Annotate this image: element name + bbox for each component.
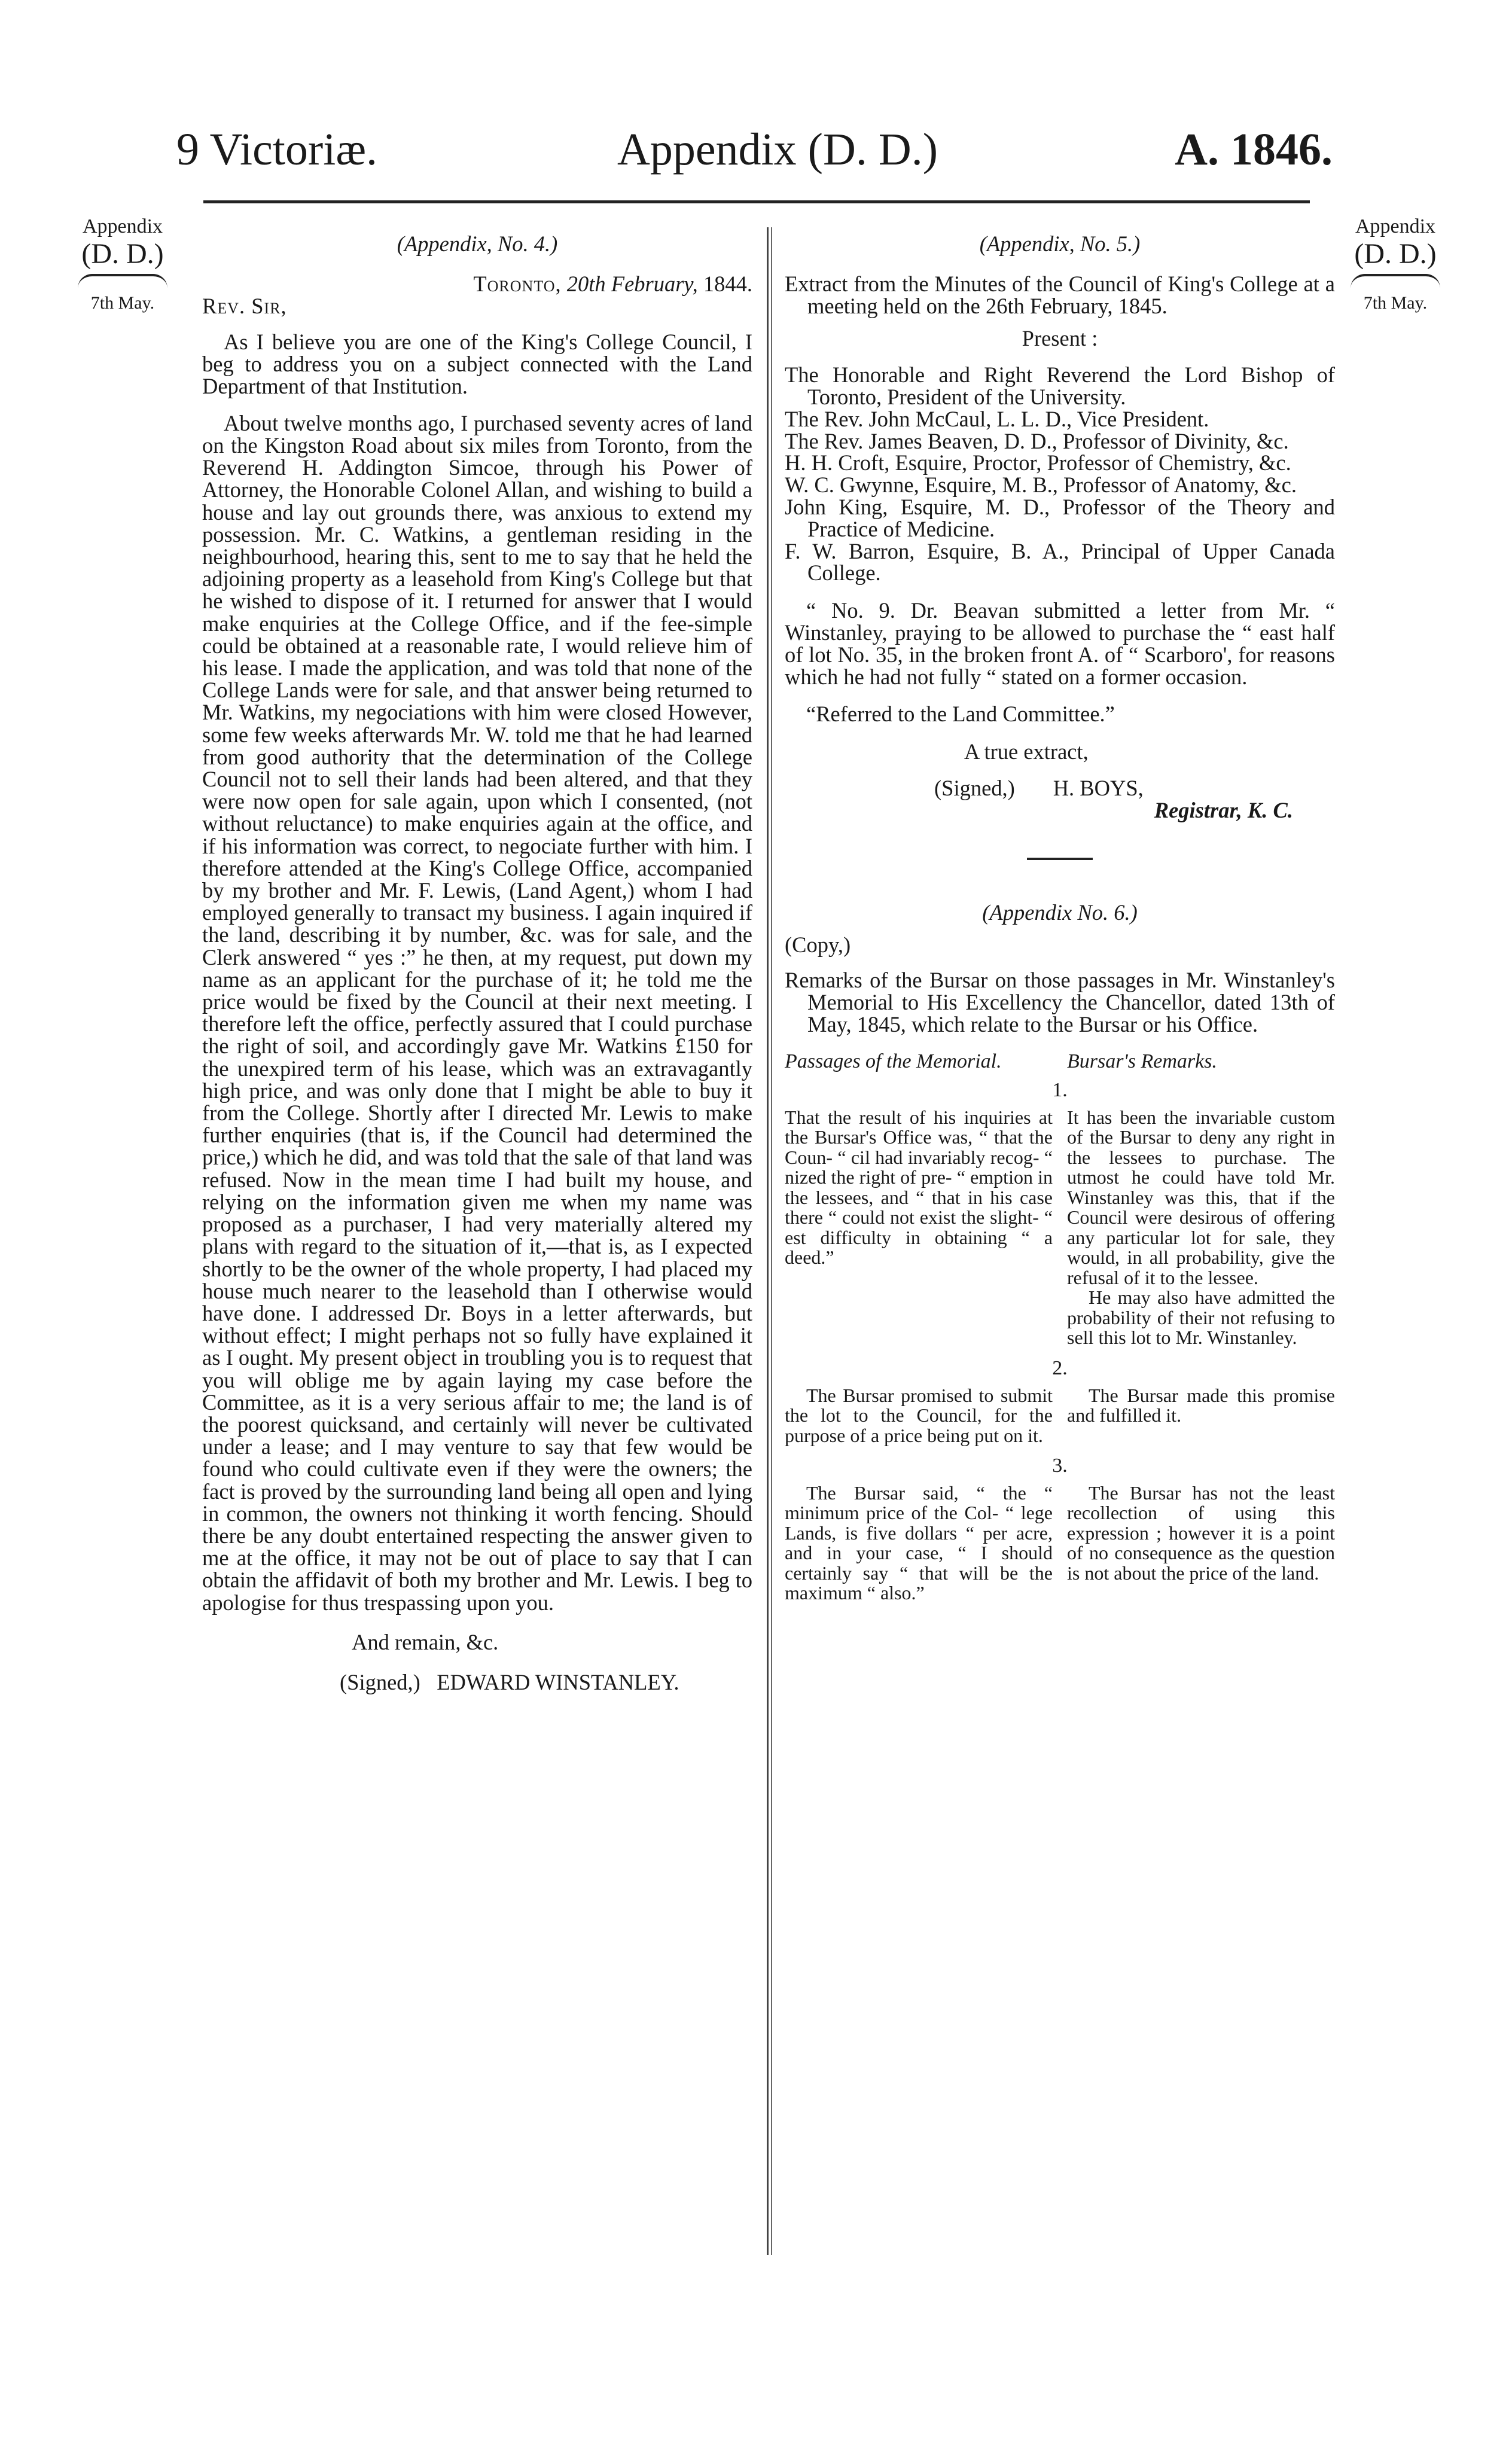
dateline-place: Toronto, <box>473 271 562 296</box>
signature: EDWARD WINSTANLEY. <box>437 1669 679 1694</box>
signature-line <box>785 775 1335 800</box>
bursar-remark <box>1067 1108 1335 1348</box>
signed-label: (Signed,) <box>934 775 1015 800</box>
extract-title: Extract from the Minutes of the Council of King's College at a meeting held on the 26th February, 1845. <box>785 271 1335 318</box>
signed-label: (Signed,) <box>340 1669 420 1694</box>
header-title: Appendix (D. D.) <box>617 124 938 175</box>
attendee: The Honorable and Right Reverend the Lord Bishop of Toronto, President of the University. <box>785 362 1335 409</box>
dateline-date: 20th February, <box>566 271 698 296</box>
dateline <box>202 273 752 295</box>
attendee: F. W. Barron, Esquire, B. A., Principal of Upper Canada College. <box>785 538 1335 586</box>
signature-line <box>202 1669 752 1694</box>
attendee: The Rev. John McCaul, L. L. D., Vice President. <box>785 406 1209 431</box>
margin-brace <box>1351 274 1440 288</box>
header-session: 9 Victoriæ. <box>176 124 378 175</box>
column-divider <box>767 227 769 2255</box>
remarks-title: Remarks of the Bursar on those passages in Mr. Winstanley's Memorial to His Excellency the Chancellor, dated 13th of May, 1845, which relate to the Bursar or his Office. <box>785 968 1335 1037</box>
present-label: Present : <box>1022 326 1098 351</box>
column-header: Bursar's Remarks. <box>1067 1050 1217 1072</box>
item-number: 2. <box>1052 1356 1068 1379</box>
signer: H. BOYS, <box>1053 775 1144 800</box>
margin-code: (D. D.) <box>81 238 164 270</box>
paragraph: As I believe you are one of the King's College Council, I beg to address you on a subject connected with the Land Department of that Institution. <box>202 330 752 398</box>
item-number: 3. <box>1052 1455 1068 1477</box>
margin-date: 7th May. <box>1363 293 1428 313</box>
appendix-heading: (Appendix, No. 5.) <box>979 231 1141 256</box>
attendee: W. C. Gwynne, Esquire, M. B., Professor of Anatomy, &c. <box>785 472 1297 498</box>
memorial-passage: The Bursar promised to submit the lot to the Council, for the purpose of a price being put on it. <box>785 1384 1053 1446</box>
column-header: Passages of the Memorial. <box>785 1050 1002 1072</box>
salutation: Rev. Sir, <box>202 293 287 318</box>
header-year: A. 1846. <box>1175 124 1333 175</box>
section-rule <box>1027 858 1093 860</box>
margin-code: (D. D.) <box>1354 238 1437 270</box>
table-row <box>785 1483 1335 1604</box>
remark-text: It has been the invariable custom of the Bursar to deny any right in the lessees to purchase. The utmost he could have told Mr. Winstanley was this, that if the Council were desirous of offering any particular lot for sale, they would, in all probability, give the refusal of it to the lessee. <box>1067 1106 1335 1288</box>
table-row <box>785 1108 1335 1348</box>
item-number: 1. <box>1052 1079 1068 1102</box>
copy-label: (Copy,) <box>785 932 851 958</box>
memorial-passage: The Bursar said, “ the “ minimum price of the Col- “ lege Lands, is five dollars “ per acre, and in your case, “ I should certainly say “ that will be the maximum “ also.” <box>785 1481 1053 1604</box>
attendee: The Rev. James Beaven, D. D., Professor of Divinity, &c. <box>785 428 1289 453</box>
bursar-remark: The Bursar has not the least recollection of using this expression ; however it is a point of no consequence as the question is not about the price of the land. <box>1067 1481 1335 1584</box>
attendee: H. H. Croft, Esquire, Proctor, Professor of Chemistry, &c. <box>785 450 1291 475</box>
header-rule <box>203 200 1310 203</box>
appendix-heading: (Appendix, No. 4.) <box>397 231 558 256</box>
memorial-passage: That the result of his inquiries at the Bursar's Office was, “ that the Coun- “ cil had invariably recog- “ nized the right of pre- “ emption in the lessees, and “ that in his case there “ could not exist the slight- “ est difficulty in obtaining “ a deed.” <box>785 1106 1053 1269</box>
bursar-remark: The Bursar made this promise and fulfilled it. <box>1067 1384 1335 1426</box>
true-extract: A true extract, <box>964 739 1089 764</box>
left-column <box>202 233 752 1693</box>
dateline-year: 1844. <box>703 271 752 296</box>
margin-date: 7th May. <box>90 293 155 313</box>
closing: And remain, &c. <box>352 1629 499 1654</box>
referred-text: “Referred to the Land Committee.” <box>806 702 1115 727</box>
column-divider <box>771 227 772 2255</box>
minute-text: “ No. 9. Dr. Beavan submitted a letter from Mr. “ Winstanley, praying to be allowed to purchase the “ east half of lot No. 35, in the broken front A. of “ Scarboro', for reasons which he had not fully “ stated on a former occasion. <box>785 598 1335 689</box>
margin-note-left <box>66 215 179 315</box>
paragraph: About twelve months ago, I purchased seventy acres of land on the Kingston Road about six miles from Toronto, from the Reverend H. Addington Simcoe, through his Power of Attorney, the Honorable Colonel Allan, and wishing to build a house and lay out grounds there, was anxious to extend my possession. Mr. C. Watkins, a gentleman residing in the neighbourhood, hearing this, sent to me to say that he held the adjoining property as a leasehold from King's College but that he wished to dispose of it. I returned for answer that I would make enquiries at the College Office, and if the fee-simple could be obtained at a reasonable rate, I would relieve him of his lease. I made the application, and was told that none of the College Lands were for sale, and that answer being returned to Mr. Watkins, my negociations with him were closed However, some few weeks afterwards Mr. W. told me that he had learned from good authority that the determination of the College Council not to sell their lands had been altered, and that they were now open for sale again, upon which I consented, (not without reluctance) to make enquiries again at the office, and if his information was correct, to negociate further with him. I therefore attended at the King's College Office, accompanied by my brother and Mr. F. Lewis, (Land Agent,) whom I had employed generally to transact my business. I again inquired if the land, describing it by number, &c. was for sale, and the Clerk answered “ yes :” he then, at my request, put down my name as an applicant for the purchase of it; he told me the price would be fixed by the Council at their next meeting. I therefore left the office, perfectly assured that I could purchase the right of soil, and accordingly gave Mr. Watkins £150 for the unexpired term of his lease, which was an extravagantly high price, and was only done that I might be able to buy it from the College. Shortly after I directed Mr. Lewis to make further enquiries (that is, if the Council had determined the price,) which he did, and was told that the sale of that land was refused. Now in the mean time I had built my house, and relying on the information given me when my name was proposed as a purchaser, I had very materially altered my plans with regard to the situation of it,—that is, as I expected shortly to be the owner of the whole property, I had placed my house much nearer to the leasehold than I otherwise would have done. I addressed Dr. Boys in a letter afterwards, but without effect; I might perhaps not so fully have explained it as I ought. My present object in troubling you is to request that you will oblige me by again laying my case before the Committee, as it is a very serious affair to me; the land is of the poorest quicksand, and certainly will never be cultivated under a lease; and I may venture to say that few would be found who could cultivate even if they were the owners; the fact is proved by the surrounding land being all open and lying in common, the owners not thinking it worth fencing. Should there be any doubt entertained respecting the answer given to me at the office, it may not be out of place to say that I can obtain the affidavit of both my brother and Mr. Lewis. I beg to apologise for thus trespassing upon you. <box>202 410 752 1615</box>
margin-label: Appendix <box>82 215 163 237</box>
margin-brace <box>78 274 167 288</box>
right-column <box>785 233 1335 1604</box>
remark-text: He may also have admitted the probability of their not refusing to sell this lot to Mr. Winstanley. <box>1067 1287 1335 1349</box>
table-row <box>785 1386 1335 1446</box>
appendix-heading: (Appendix No. 6.) <box>982 900 1138 925</box>
attendee: John King, Esquire, M. D., Professor of the Theory and Practice of Medicine. <box>785 494 1335 541</box>
margin-note-right <box>1339 215 1452 315</box>
margin-label: Appendix <box>1355 215 1436 237</box>
signer-title: Registrar, K. C. <box>1154 797 1293 822</box>
table-header <box>785 1051 1335 1072</box>
